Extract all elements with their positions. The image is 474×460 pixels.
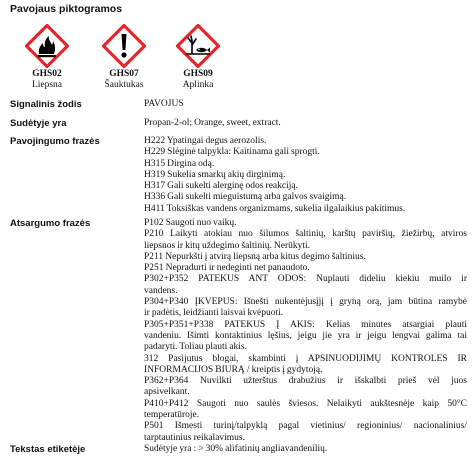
precaution-line: P251 Nepradurti ir nedeginti net panaudoto. bbox=[144, 263, 310, 274]
precaution-line: P211 Nepurkšti į atvirą liepsną arba kitus degimo šaltinius. bbox=[144, 251, 366, 262]
flame-icon bbox=[25, 24, 69, 68]
exclamation-icon bbox=[102, 24, 146, 68]
precaution-line: ir padėtis, leidžianti laisvai kvėpuoti. bbox=[144, 308, 284, 319]
precaution-line: temperatūroje. bbox=[144, 410, 200, 421]
precaution-line: vandens. bbox=[144, 285, 178, 296]
label-text-label: Tekstas etiketėje bbox=[10, 444, 86, 455]
label-text-value bbox=[144, 444, 467, 455]
precaution-line: liepsnos ir kitų uždegimo šaltinių. Nerūkyti. bbox=[144, 240, 311, 251]
composition-value bbox=[144, 118, 467, 129]
pictograms-section-title: Pavojaus piktogramos bbox=[10, 3, 123, 15]
environment-icon bbox=[176, 24, 220, 68]
precaution-line: INFORMACIJOS BIURĄ / kreiptis į gydytoją. bbox=[144, 364, 323, 375]
pictogram-code: GHS09 bbox=[183, 69, 213, 79]
signal-word-text: PAVOJUS bbox=[144, 99, 184, 109]
hazard-line: H411 Toksiškas vandens organizmams, sukelia ilgalaikius pakitimus. bbox=[144, 203, 406, 214]
precaution-line: vandeniu. Išimti kontaktinius lęšius, jeigu jie yra ir jeigu lengvai galima tai bbox=[144, 330, 467, 341]
precaution-line: tarptautinius reikalavimus. bbox=[144, 432, 246, 443]
hazard-line: H319 Sukelia smarkų akių dirginimą. bbox=[144, 169, 286, 180]
precaution-line: padaryti. Toliau plauti akis. bbox=[144, 342, 248, 353]
pictogram-ghs09 bbox=[167, 24, 229, 91]
pictogram-ghs02 bbox=[16, 24, 78, 91]
precaution-line: P501 Išmesti turinį/talpyklą pagal vietinius/ regioninius/ nacionalinius/ bbox=[144, 421, 467, 432]
label-text-content: Sudėtyje yra : > 30% alifatinių angliavandenilių. bbox=[144, 444, 328, 454]
pictogram-ghs07 bbox=[93, 24, 155, 91]
signal-word-value bbox=[144, 99, 467, 110]
precaution-line: P102 Saugoti nuo vaikų. bbox=[144, 218, 237, 228]
composition-text: Propan-2-ol; Orange, sweet, extract. bbox=[144, 118, 281, 128]
hazard-statements bbox=[144, 136, 467, 215]
hazard-line: H229 Slėginė talpykla: Kaitinama gali sprogti. bbox=[144, 147, 320, 158]
precaution-line: P305+P351+P338 PATEKUS Į AKIS: Kelias minutes atsargiai plauti bbox=[144, 319, 467, 330]
precaution-line: P304+P340 ĮKVĖPUS: Išnešti nukentėjusįjį į gryną orą, jam būtina ramybė bbox=[144, 297, 467, 308]
precaution-line: apsivelkant. bbox=[144, 387, 190, 398]
pictogram-code: GHS02 bbox=[32, 69, 62, 79]
precautionary-statements-label: Atsargumo frazės bbox=[10, 218, 91, 229]
precaution-line: P210 Laikyti atokiau nuo šilumos šaltinių, karštų paviršių, žiežirbų, atviros bbox=[144, 229, 467, 240]
composition-label: Sudėtyje yra bbox=[10, 118, 67, 129]
precaution-line: P410+P412 Saugoti nuo saulės šviesos. Nelaikyti aukštesnėje kaip 50°C bbox=[144, 398, 467, 409]
pictogram-name: Liepsna bbox=[31, 80, 63, 90]
hazard-line: H222 Ypatingai degus aerozolis. bbox=[144, 136, 267, 146]
precautionary-statements bbox=[144, 218, 467, 444]
pictogram-name: Aplinka bbox=[182, 80, 214, 90]
signal-word-label: Signalinis žodis bbox=[10, 99, 82, 110]
precaution-line: 312 Pasijutus blogai, skambinti į APSINUODIJIMŲ KONTROLĖS IR bbox=[144, 353, 467, 364]
pictogram-name: Šauktukas bbox=[104, 80, 144, 90]
hazard-line: H315 Dirgina odą. bbox=[144, 158, 215, 169]
hazard-line: H336 Gali sukelti mieguistumą arba galvos svaigimą. bbox=[144, 192, 347, 203]
precaution-line: P302+P352 PATEKUS ANT ODOS: Nuplauti dideliu kiekiu muilo ir bbox=[144, 274, 467, 285]
hazard-statements-label: Pavojingumo frazės bbox=[10, 136, 100, 147]
hazard-line: H317 Gali sukelti alerginę odos reakciją. bbox=[144, 181, 298, 192]
pictogram-code: GHS07 bbox=[109, 69, 139, 79]
precaution-line: P362+P364 Nuvilkti užterštus drabužius ir išskalbti prieš vėl juos bbox=[144, 376, 467, 387]
